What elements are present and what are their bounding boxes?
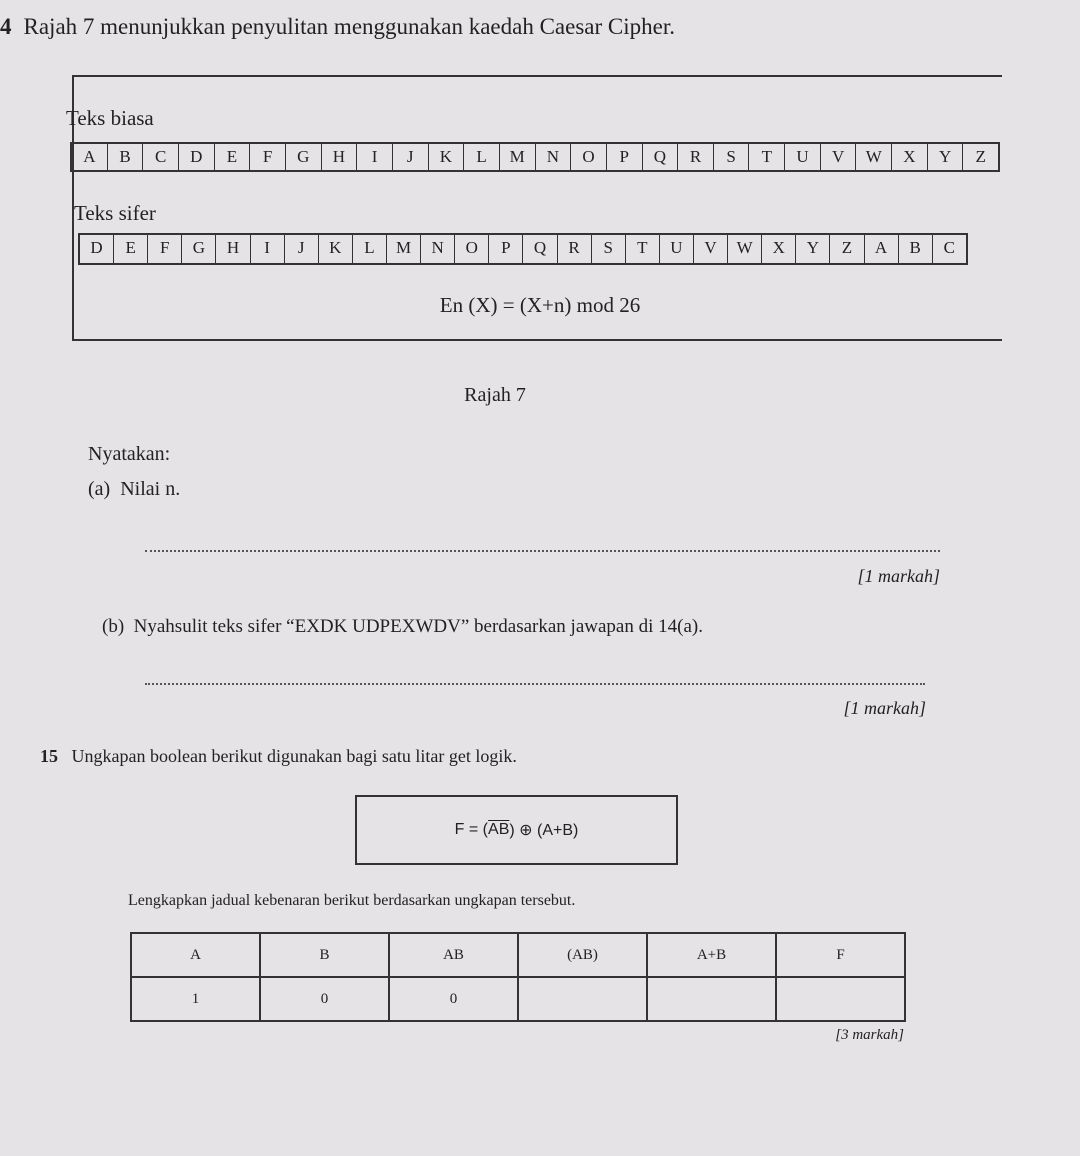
cipher-letter-cell: W [728,235,762,263]
truth-table [130,932,906,1022]
table-cell[interactable] [776,977,905,1021]
cipher-letter-cell: M [387,235,421,263]
table-instruction: Lengkapkan jadual kebenaran berikut berdasarkan ungkapan tersebut. [128,892,576,909]
plain-letter-cell: D [179,144,215,170]
plain-letter-cell: V [821,144,857,170]
caesar-formula: En (X) = (X+n) mod 26 [439,293,641,317]
answer-line-a[interactable] [145,550,940,552]
table-header-cell: (AB) [518,933,647,977]
table-header-row [131,933,905,977]
plain-letter-cell: W [856,144,892,170]
table-cell[interactable] [518,977,647,1021]
cipher-letter-cell: A [865,235,899,263]
cipher-letter-cell: B [899,235,933,263]
plain-letter-cell: T [749,144,785,170]
question-15-title: 15 Ungkapan boolean berikut digunakan bagi satu litar get logik. [40,746,517,766]
answer-line-b[interactable] [145,683,925,685]
plain-letter-cell: U [785,144,821,170]
cipher-letter-cell: S [592,235,626,263]
plain-letter-cell: A [72,144,108,170]
plain-text-label: Teks biasa [66,106,154,130]
plain-letter-cell: Q [643,144,679,170]
plain-letter-cell: X [892,144,928,170]
cipher-letter-cell: U [660,235,694,263]
marks-15: [3 markah] [835,1027,904,1043]
cipher-letter-cell: C [943,238,955,257]
cipher-letter-cell: Q [523,235,557,263]
cipher-letter-cell: T [626,235,660,263]
part-a: (a) Nilai n. [88,478,181,500]
cipher-letter-cell: K [319,235,353,263]
cipher-text-label: Teks sifer [74,201,156,225]
plain-letter-cell: M [500,144,536,170]
cipher-letter-cell: D [80,235,114,263]
table-cell: 0 [260,977,389,1021]
plain-letter-cell: O [571,144,607,170]
table-cell[interactable] [647,977,776,1021]
table-header-cell: A [131,933,260,977]
plain-letter-cell: L [464,144,500,170]
plain-alphabet-row [70,142,1000,172]
marks-a: [1 markah] [857,566,940,586]
cipher-letter-cell: F [148,235,182,263]
table-header-cell: B [260,933,389,977]
cipher-letter-cell: Z [830,235,864,263]
plain-letter-cell: H [322,144,358,170]
plain-letter-cell: N [536,144,572,170]
plain-letter-cell: R [678,144,714,170]
table-header-cell: A+B [647,933,776,977]
plain-letter-cell: C [143,144,179,170]
cipher-letter-cell: E [114,235,148,263]
plain-letter-cell: Z [975,147,986,166]
plain-letter-cell: G [286,144,322,170]
cipher-letter-cell: J [285,235,319,263]
question-14-title: 4 Rajah 7 menunjukkan penyulitan menggunakan kaedah Caesar Cipher. [0,14,675,39]
table-header-cell: AB [389,933,518,977]
table-header-cell: F [776,933,905,977]
plain-letter-cell: B [108,144,144,170]
figure-caption: Rajah 7 [464,384,526,406]
cipher-letter-cell: O [455,235,489,263]
cipher-letter-cell: V [694,235,728,263]
plain-letter-cell: E [215,144,251,170]
cipher-letter-cell: G [182,235,216,263]
boolean-expression-box: F = ( $\overline{AB}$ ) ⊕ (A+B) [355,795,678,865]
cipher-letter-cell: Y [796,235,830,263]
plain-letter-cell: I [357,144,393,170]
table-cell: 0 [389,977,518,1021]
cipher-alphabet-row [78,233,968,265]
table-cell: 1 [131,977,260,1021]
plain-letter-cell: F [250,144,286,170]
cipher-letter-cell: H [216,235,250,263]
table-row [131,977,905,1021]
marks-b: [1 markah] [843,698,926,718]
plain-letter-cell: Y [928,144,964,170]
plain-letter-cell: K [429,144,465,170]
cipher-letter-cell: P [489,235,523,263]
plain-letter-cell: P [607,144,643,170]
prompt-text: Nyatakan: [88,443,171,465]
cipher-letter-cell: X [762,235,796,263]
cipher-letter-cell: R [558,235,592,263]
plain-letter-cell: S [714,144,750,170]
part-b: (b) Nyahsulit teks sifer “EXDK UDPEXWDV” berdasarkan jawapan di 14(a). [102,616,703,637]
cipher-letter-cell: N [421,235,455,263]
plain-letter-cell: J [393,144,429,170]
cipher-letter-cell: L [353,235,387,263]
cipher-letter-cell: I [251,235,285,263]
